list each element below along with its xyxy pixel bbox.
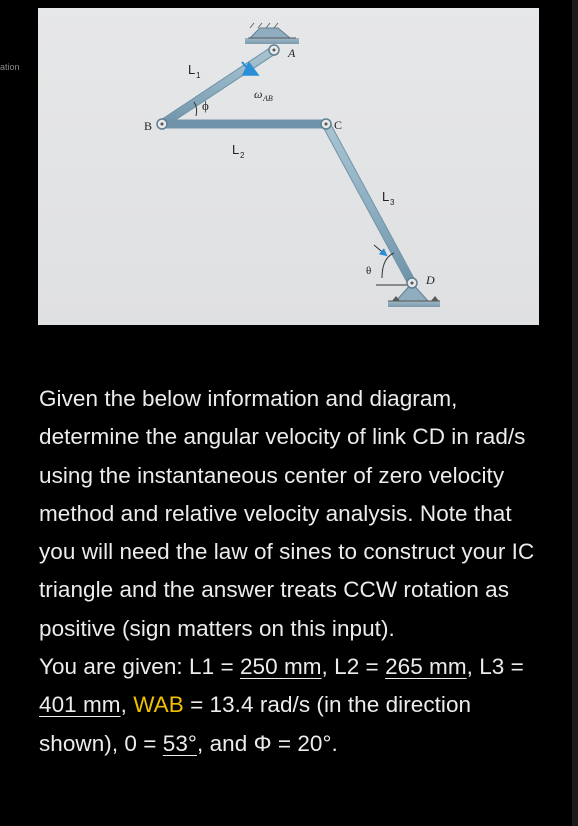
label-l3-sub: 3: [390, 198, 395, 207]
label-l2-sub: 2: [240, 151, 245, 160]
label-d: D: [426, 273, 435, 287]
label-omega-sub: AB: [263, 94, 273, 103]
l2-value: 265 mm: [385, 654, 467, 680]
label-l3: L: [382, 189, 390, 204]
theta-value: 53°: [162, 730, 197, 756]
given-sep-1: , L2 =: [321, 654, 386, 680]
question-text: [39, 380, 549, 763]
label-l1: L: [188, 62, 196, 77]
label-a: A: [288, 46, 296, 60]
mechanism-diagram: [38, 8, 539, 325]
ground-support-a: [245, 23, 299, 44]
given-sep-3: ,: [120, 692, 134, 718]
l3-value: 401 mm: [39, 692, 121, 718]
label-b: B: [144, 119, 153, 133]
mechanism-svg: [38, 8, 539, 325]
label-omega: ω: [254, 87, 263, 101]
link-l3: [326, 124, 412, 283]
wab-label: WAB: [133, 692, 184, 718]
wab-rest: = 13.4 rad/s (in the direction shown), 0 =: [39, 692, 472, 756]
scroll-edge: [572, 0, 578, 826]
cropped-edge-label: ation: [0, 62, 20, 72]
given-sep-2: , L3 =: [466, 654, 524, 680]
pin-a: [269, 45, 279, 55]
pin-b: [157, 119, 167, 129]
given-prefix: You are given: L1 =: [39, 654, 240, 680]
label-c: C: [334, 118, 343, 132]
l1-value: 250 mm: [239, 654, 322, 680]
label-phi: ϕ: [202, 98, 209, 113]
pin-d: [407, 278, 417, 288]
label-l2: L: [232, 142, 240, 157]
label-l1-sub: 1: [196, 71, 201, 80]
given-values: [39, 648, 549, 763]
given-sep-4: , and Φ = 20°.: [196, 730, 338, 756]
label-theta: θ: [366, 265, 372, 277]
question-paragraph: Given the below information and diagram, determine the angular velocity of link CD in rad/s using the instantaneous center of zero velocity method and relative velocity analysis. Note that you will need the law of sines to construct your IC triangle and the answer treats CCW rotation as positive (sign matters on this input).: [39, 386, 535, 641]
pin-c: [321, 119, 331, 129]
